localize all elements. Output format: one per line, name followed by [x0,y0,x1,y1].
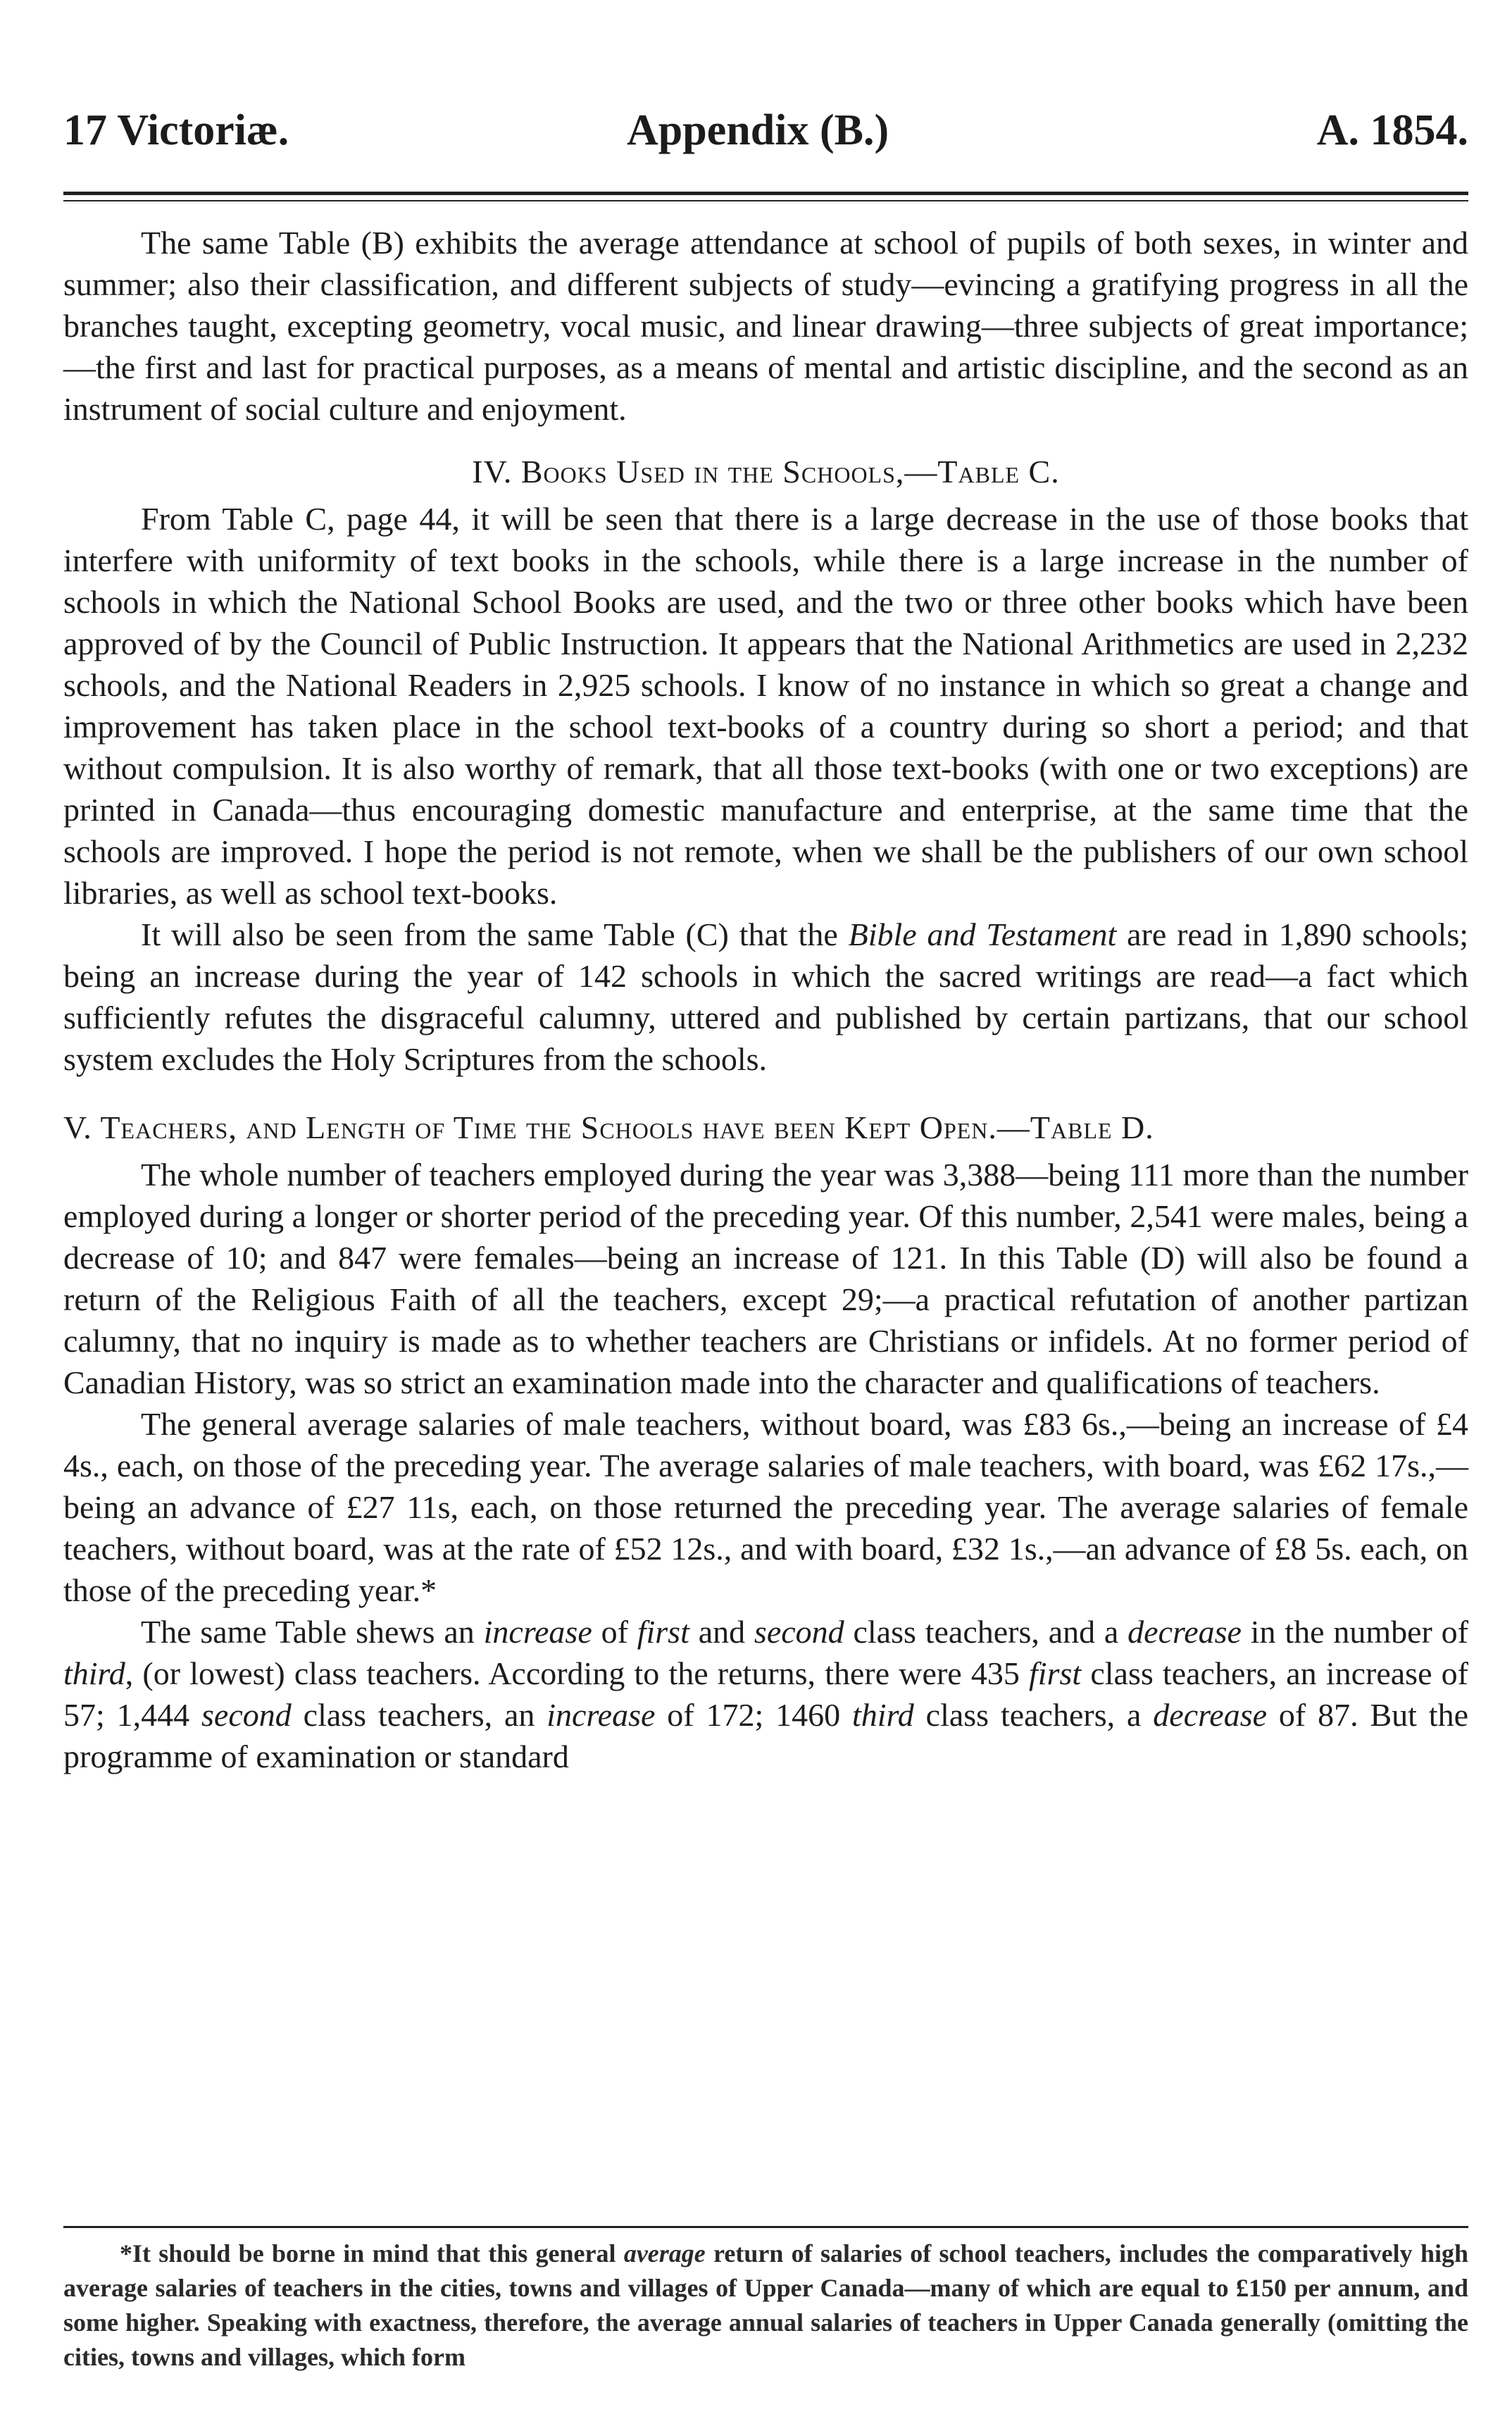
section-heading-books: IV. Books Used in the Schools,—Table C. [472,454,1060,490]
header-year: A. 1854. [1316,106,1468,154]
header-appendix: Appendix (B.) [627,106,889,154]
classes-italic-4: decrease [1127,1614,1242,1650]
footnote-text-b: return of salaries of school teachers, includes the comparatively high average salaries of teachers in the cities, towns and villages of Upper Canada—many of which are equal to £150 per annum, and some higher. Speaking with exactness, therefore, the average annual salaries of teachers in Upper Canada generally (omitting the cities, towns and villages, which form [63,2239,1468,2371]
paragraph-bible-text-b: are read in 1,890 schools; being an increase during the year of 142 schools in which the sacred writings are read—a fact which sufficiently refutes the disgraceful calumny, uttered and published by certain partizans, that our school system excludes the Holy Scriptures from the schools. [63,916,1468,1077]
footnote-italic: average [623,2239,706,2268]
classes-text-1: The same Table shews an [141,1614,484,1650]
footnote-text-a: *It should be borne in mind that this general [120,2239,624,2268]
classes-text-9: of 172; 1460 [655,1697,853,1733]
document-page [35,0,1469,2426]
classes-text-7: class teachers, an increase of 57; 1,444 [63,1655,1468,1733]
classes-text-10: class teachers, a [913,1697,1154,1733]
classes-text-6: , (or lowest) class teachers. According to the returns, there were 435 [125,1655,1030,1691]
header-session: 17 Victoriæ. [63,106,289,154]
paragraph-attendance: The same Table (B) exhibits the average attendance at school of pupils of both sexes, in winter and summer; also their classification, and different subjects of study—evincing a gratifying progress in all the branches taught, excepting geometry, vocal music, and linear drawing—three subjects of great importance;—the first and last for practical purposes, as a means of mental and artistic discipline, and the second as an instrument of social culture and enjoyment. [63,225,1468,427]
paragraph-classes [63,1611,1468,1777]
classes-text-2: of [592,1614,637,1650]
paragraph-salaries: The general average salaries of male teachers, without board, was £83 6s.,—being an increase of £4 4s., each, on those of the preceding year. The average salaries of male teachers, with board, was £62 17s.,—being an advance of £27 11s, each, on those returned the preceding year. The average salaries of female teachers, without board, was at the rate of £52 12s., and with board, £32 1s.,—an advance of £8 5s. each, on those of the preceding year.* [63,1406,1468,1608]
classes-italic-2: first [637,1614,689,1650]
section-heading-teachers: V. Teachers, and Length of Time the Schools have been Kept Open.—Table D. [63,1109,1154,1145]
body-text [63,222,1468,1777]
classes-italic-9: third [852,1697,914,1733]
footnote [63,2237,1468,2375]
classes-italic-8: increase [546,1697,656,1733]
paragraph-bible-italic: Bible and Testament [848,916,1117,952]
classes-italic-7: second [201,1697,292,1733]
classes-text-3: and [689,1614,754,1650]
classes-italic-5: third [63,1655,125,1691]
classes-italic-6: first [1029,1655,1082,1691]
footnote-rule [63,2226,1468,2228]
paragraph-teachers: The whole number of teachers employed during the year was 3,388—being 111 more than the number employed during a longer or shorter period of the preceding year. Of this number, 2,541 were males, being a decrease of 10; and 847 were females—being an increase of 121. In this Table (D) will also be found a return of the Religious Faith of all the teachers, except 29;—a practical refutation of another partizan calumny, that no inquiry is made as to whether teachers are Christians or infidels. At no former period of Canadian History, was so strict an examination made into the character and qualifications of teachers. [63,1157,1468,1400]
paragraph-bible-text-a: It will also be seen from the same Table (C) that the [141,916,849,952]
header-rule-thin [63,200,1468,201]
classes-italic-1: increase [483,1614,592,1650]
classes-text-5: in the number of [1241,1614,1469,1650]
classes-italic-3: second [754,1614,844,1650]
classes-text-4: class teachers, and a [844,1614,1128,1650]
paragraph-bible [63,914,1468,1080]
classes-text-8: class teachers, an [291,1697,547,1733]
classes-italic-10: decrease [1153,1697,1268,1733]
classes-text-11: of 87. But the programme of examination or standard [63,1697,1469,1774]
paragraph-books: From Table C, page 44, it will be seen that there is a large decrease in the use of those books that interfere with uniformity of text books in the schools, while there is a large increase in the number of schools in which the National School Books are used, and the two or three other books which have been approved of by the Council of Public Instruction. It appears that the National Arithmetics are used in 2,232 schools, and the National Readers in 2,925 schools. I know of no instance in which so great a change and improvement has taken place in the school text-books of a country during so short a period; and that without compulsion. It is also worthy of remark, that all those text-books (with one or two exceptions) are printed in Canada—thus encouraging domestic manufacture and enterprise, at the same time that the schools are improved. I hope the period is not remote, when we shall be the publishers of our own school libraries, as well as school text-books. [63,501,1468,911]
header-rule-thick [63,192,1468,195]
page-header [63,106,1468,176]
